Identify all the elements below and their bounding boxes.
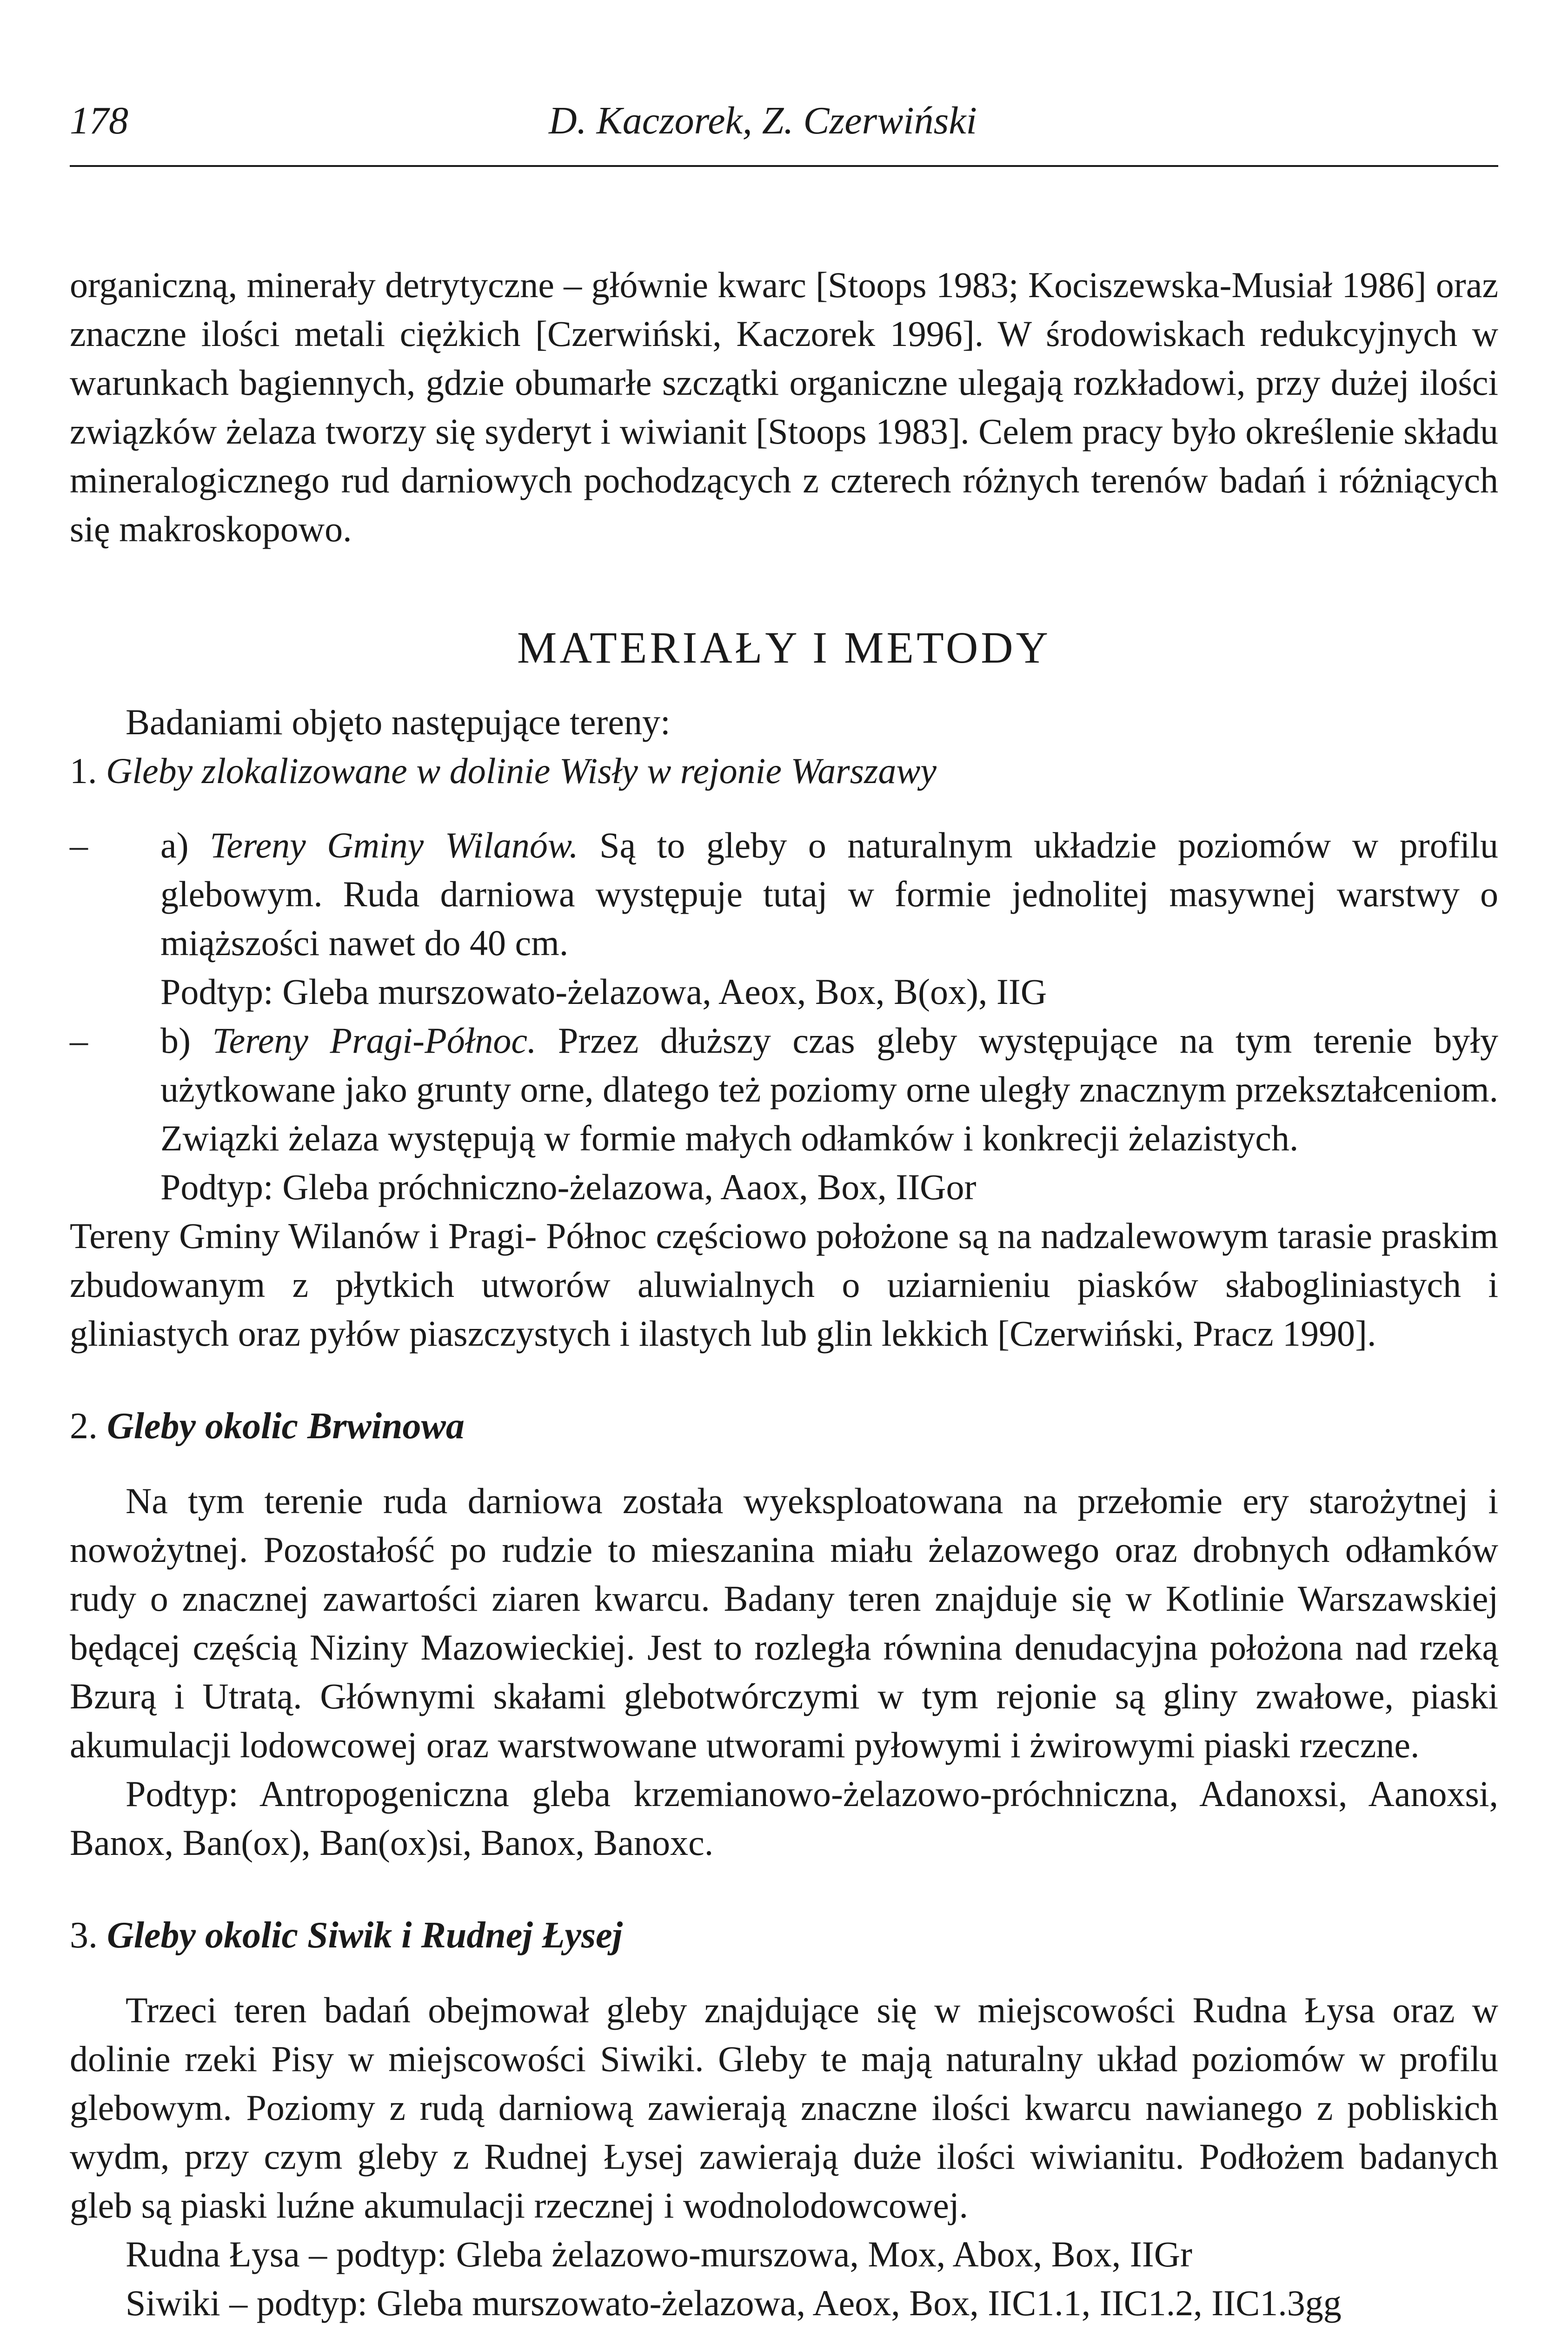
area-1-number: 1. <box>70 751 97 791</box>
area-1-heading <box>70 746 1498 795</box>
header-rule <box>70 165 1498 167</box>
area-3-text: Trzeci teren badań obejmował gleby znajdujące się w miejscowości Rudna Łysa oraz w dolinie rzeki Pisy w miejscowości Siwiki. Gleby te mają naturalny układ poziomów w profilu glebowym. Poziomy z rudą darniową zawierają znaczne ilości kwarcu nawianego z pobliskich wydm, przy czym gleby z Rudnej Łysej zawierają duże ilości wiwianitu. Podłożem badanych gleb są piaski luźne akumulacji rzecznej i wodnolodowcowej. <box>70 1990 1498 2225</box>
item-b-text: Przez dłuższy czas gleby występujące na tym terenie były użytkowane jako grunty orne, dlatego też poziomy orne uległy znacznym przekształceniom. Związki żelaza występują w formie małych odłamków i konkrecji żelazistych. <box>160 1020 1499 1158</box>
section-heading: MATERIAŁY I METODY <box>517 623 1051 672</box>
area-3-heading <box>70 1911 1498 1960</box>
item-b-subtype: Podtyp: Gleba próchniczno-żelazowa, Aaox, Box, IIGor <box>160 1167 977 1207</box>
running-authors: D. Kaczorek, Z. Czerwiński <box>549 99 977 142</box>
area-2-number: 2. <box>70 1406 98 1447</box>
area-1-title: Gleby zlokalizowane w dolinie Wisły w rejonie Warszawy <box>106 751 937 791</box>
area-3-title: Gleby okolic Siwik i Rudnej Łysej <box>107 1915 623 1956</box>
area-1-closing: Tereny Gminy Wilanów i Pragi- Północ częściowo położone są na nadzalewowym tarasie praskim zbudowanym z płytkich utworów aluwialnych o uziarnieniu piasków słabogliniastych i gliniastych oraz pyłów piaszczystych i ilastych lub glin lekkich [Czerwiński, Pracz 1990]. <box>70 1216 1498 1354</box>
item-b-location: Tereny Pragi-Północ. <box>212 1020 537 1061</box>
article-body <box>70 260 1498 2325</box>
area-3-subtype-rudna: Rudna Łysa – podtyp: Gleba żelazowo-murszowa, Mox, Abox, Box, IIGr <box>126 2234 1193 2274</box>
item-b-label: b) <box>160 1020 191 1061</box>
area-2-heading <box>70 1402 1498 1451</box>
item-dash: – <box>70 1020 88 1061</box>
intro-paragraph: organiczną, minerały detrytyczne – głównie kwarc [Stoops 1983; Kociszewska-Musiał 1986] oraz znaczne ilości metali ciężkich [Czerwiński, Kaczorek 1996]. W środowiskach redukcyjnych w warunkach bagiennych, gdzie obumarłe szczątki organiczne ulegają rozkładowi, przy dużej ilości związków żelaza tworzy się syderyt i wiwianit [Stoops 1983]. Celem pracy było określenie składu mineralogicznego rud darniowych pochodzących z czterech różnych terenów badań i różniących się makroskopowo. <box>70 265 1498 549</box>
item-a-location: Tereny Gminy Wilanów. <box>210 825 578 865</box>
area-2-subtype: Podtyp: Antropogeniczna gleba krzemianowo-żelazowo-próchniczna, Adanoxsi, Aanoxsi, Banox, Ban(ox), Ban(ox)si, Banox, Banoxc. <box>70 1774 1498 1863</box>
area-1-item-a <box>70 821 1498 1016</box>
area-3-number: 3. <box>70 1915 98 1956</box>
item-a-subtype: Podtyp: Gleba murszowato-żelazowa, Aeox, Box, B(ox), IIG <box>160 971 1047 1012</box>
area-2-text: Na tym terenie ruda darniowa została wyeksploatowana na przełomie ery starożytnej i nowożytnej. Pozostałość po rudzie to mieszanina miału żelazowego oraz drobnych odłamków rudy o znacznej zawartości ziaren kwarcu. Badany teren znajduje się w Kotlinie Warszawskiej będącej częścią Niziny Mazowieckiej. Jest to rozległa równina denudacyjna położona nad rzeką Bzurą i Utratą. Głównymi skałami glebotwórczymi w tym rejonie są gliny zwałowe, piaski akumulacji lodowcowej oraz warstwowane utworami pyłowymi i żwirowymi piaski rzeczne. <box>70 1481 1498 1765</box>
item-a-label: a) <box>160 825 189 865</box>
item-a-text: Są to gleby o naturalnym układzie poziomów w profilu glebowym. Ruda darniowa występuje tutaj w formie jednolitej masywnej warstwy o miąższości nawet do 40 cm. <box>160 825 1499 963</box>
item-dash: – <box>70 825 88 865</box>
area-2-title: Gleby okolic Brwinowa <box>107 1406 465 1447</box>
page-number: 178 <box>70 99 128 142</box>
area-3-subtype-siwiki: Siwiki – podtyp: Gleba murszowato-żelazowa, Aeox, Box, IIC1.1, IIC1.2, IIC1.3gg <box>126 2283 1342 2323</box>
area-1-item-b <box>70 1016 1498 1211</box>
section-intro: Badaniami objęto następujące tereny: <box>126 702 671 742</box>
